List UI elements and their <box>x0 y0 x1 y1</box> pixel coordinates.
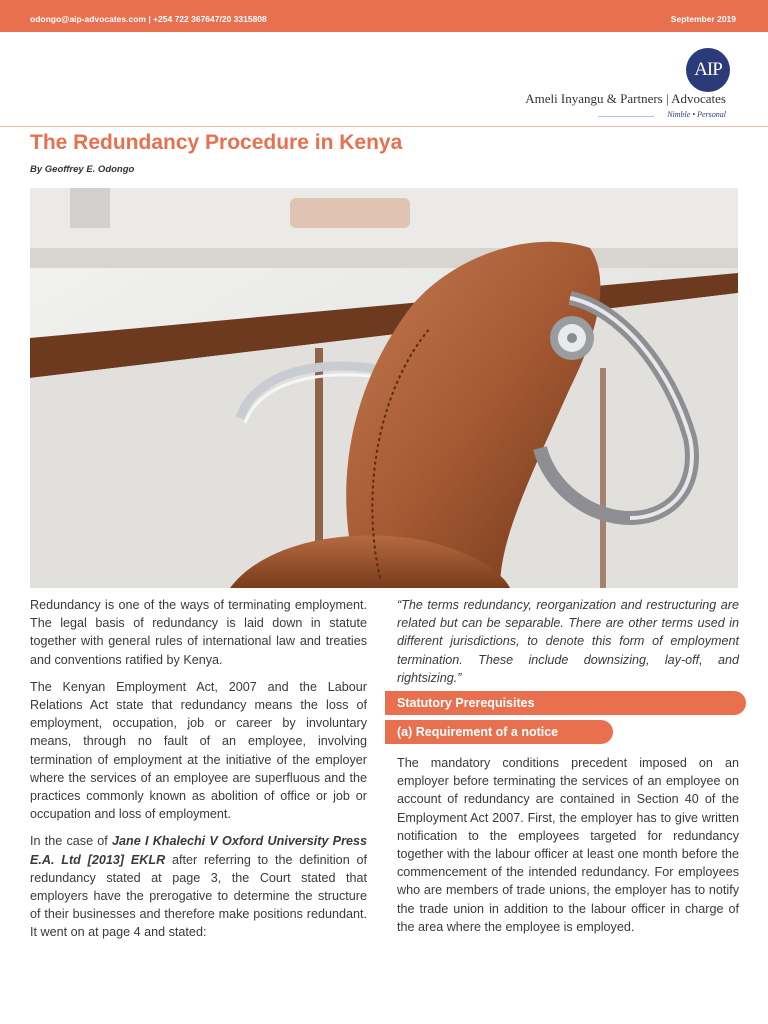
firm-tagline: Nimble • Personal <box>667 110 726 119</box>
firm-logo: AIP <box>686 48 730 92</box>
contact-info: odongo@aip-advocates.com | +254 722 367647/20 3315808 <box>30 14 267 24</box>
issue-date: September 2019 <box>670 14 736 24</box>
article-title: The Redundancy Procedure in Kenya <box>30 131 403 154</box>
case-lead-text: In the case of <box>30 834 113 849</box>
header-divider <box>0 126 768 127</box>
paragraph-redundancy-definition: Redundancy is one of the ways of terminating employment. The legal basis of redundancy is laid down in statute together with general rules of international law and treaties and conventions ratified by Kenya. <box>30 598 367 667</box>
paragraph-notice-requirement: The mandatory conditions precedent imposed on an employer before terminating the services of an employee on account of redundancy are contained in Section 40 of the Employment Act 2007. First, the employer has to give written notification to the employees targeted for redundancy together with the labour officer at least one month before the commencement of the intended redundancy. For employees who are members of trade unions, the employer has to notify the trade union in addition to the labour officer in charge of the area where the employee is employed. <box>397 756 739 934</box>
office-chair-photo <box>30 188 738 588</box>
paragraph-case-reference <box>30 832 367 941</box>
case-citation: Jane I Khalechi V Oxford University Press E.A. Ltd [2013] EKLR <box>30 834 367 867</box>
subsection-heading-notice: (a) Requirement of a notice <box>385 720 613 744</box>
left-column <box>30 596 367 951</box>
article-byline: By Geoffrey E. Odongo <box>30 164 135 175</box>
top-contact-bar <box>0 0 768 32</box>
court-quote: “The terms redundancy, reorganization and restructuring are related but can be separable. There are other terms used in different jurisdictions, to denote this form of employment termination. These include downsizing, lay-off, and rightsizing.” <box>397 598 739 685</box>
paragraph-employment-act: The Kenyan Employment Act, 2007 and the Labour Relations Act state that redundancy means the loss of employment, occupation, job or career by involuntary means, through no fault of an employee, involving termination of employment at the initiative of the employer where the services of an employee are superfluous and the practices commonly known as abolition of office or job or occupation and loss of employment. <box>30 679 367 822</box>
case-rest-text: after referring to the definition of redundancy stated at page 3, the Court stated that employers have the prerogative to determine the structure of their businesses and therefore make positions redundant. It went on at page 4 and stated: <box>30 852 367 940</box>
section-heading-statutory: Statutory Prerequisites <box>385 691 746 715</box>
tagline-divider <box>598 116 654 117</box>
firm-name: Ameli Inyangu & Partners | Advocates <box>525 91 726 106</box>
